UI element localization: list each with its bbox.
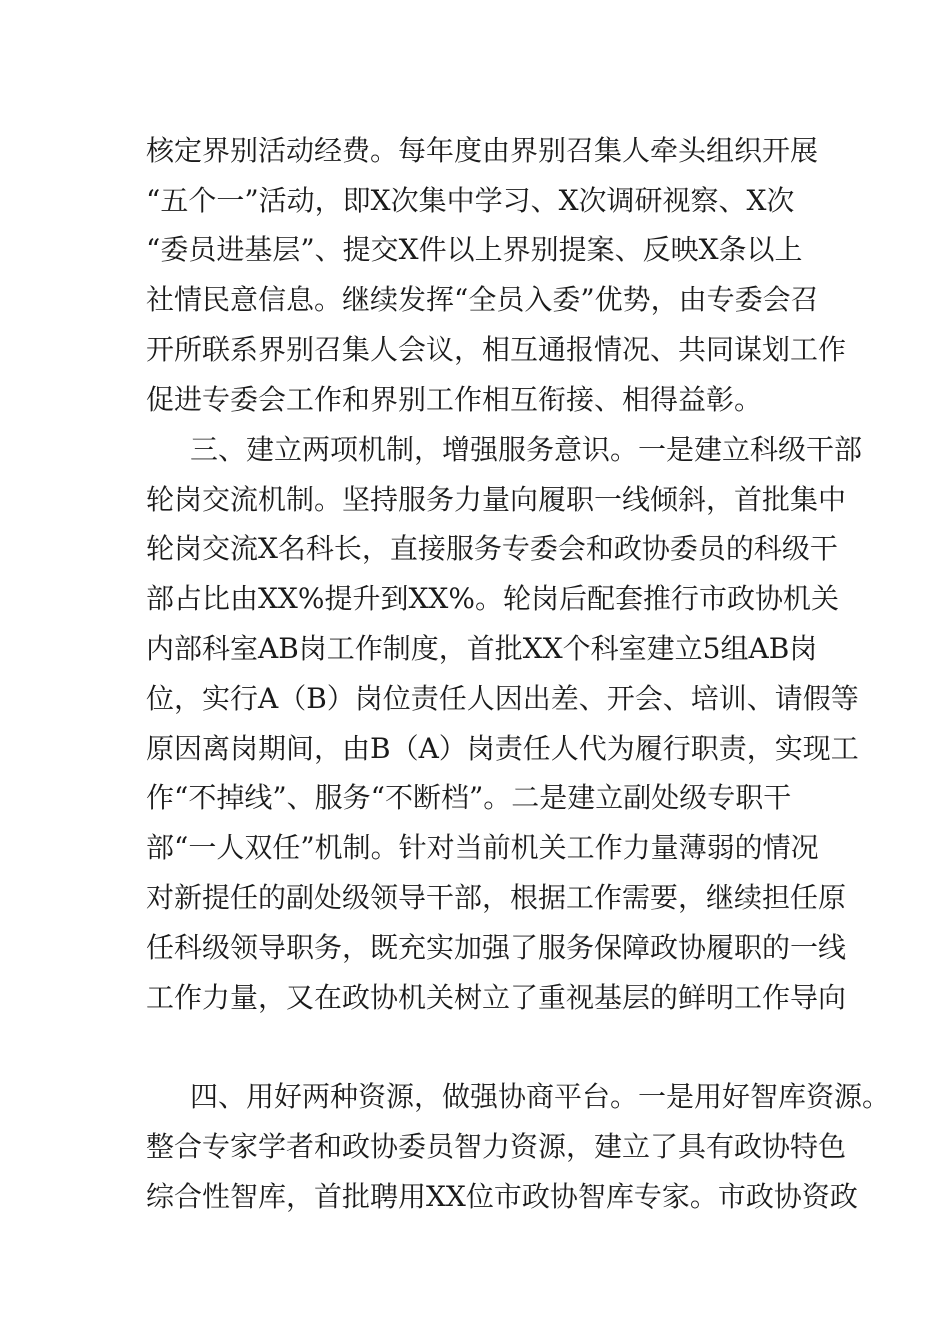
text-line: 轮岗交流机制。坚持服务力量向履职一线倾斜，首批集中 [146, 483, 847, 516]
text-line: 工作力量，又在政协机关树立了重视基层的鲜明工作导向 [146, 981, 847, 1014]
text-line: “委员进基层”、提交X件以上界别提案、反映X条以上 [146, 233, 803, 266]
text-line: 作“不掉线”、服务“不断档”。二是建立副处级专职干 [146, 781, 792, 814]
text-line: 内部科室AB岗工作制度，首批XX个科室建立5组AB岗 [146, 632, 818, 665]
text-line: 任科级领导职务，既充实加强了服务保障政协履职的一线 [146, 931, 847, 964]
text-line: 位，实行A（B）岗位责任人因出差、开会、培训、请假等 [146, 682, 859, 715]
text-line: 轮岗交流X名科长，直接服务专委会和政协委员的科级干 [146, 532, 838, 565]
text-line: 对新提任的副处级领导干部，根据工作需要，继续担任原 [146, 881, 847, 914]
text-line: 部“一人双任”机制。针对当前机关工作力量薄弱的情况 [146, 831, 819, 864]
paragraph-first-line: 三、建立两项机制，增强服务意识。一是建立科级干部 [190, 433, 863, 466]
text-line: 综合性智库，首批聘用XX位市政协智库专家。市政协资政 [146, 1180, 858, 1213]
text-line: 开所联系界别召集人会议，相互通报情况、共同谋划工作 [146, 333, 847, 366]
text-line: 社情民意信息。继续发挥“全员入委”优势，由专委会召 [146, 283, 819, 316]
paragraph-first-line: 四、用好两种资源，做强协商平台。一是用好智库资源。 [190, 1080, 891, 1113]
text-line: 促进专委会工作和界别工作相互衔接、相得益彰。 [146, 383, 763, 416]
text-line: 核定界别活动经费。每年度由界别召集人牵头组织开展 [146, 134, 819, 167]
text-line: “五个一”活动，即X次集中学习、X次调研视察、X次 [146, 184, 795, 217]
text-line: 整合专家学者和政协委员智力资源，建立了具有政协特色 [146, 1130, 847, 1163]
text-line: 原因离岗期间，由B（A）岗责任人代为履行职责，实现工 [146, 732, 859, 765]
text-line: 部占比由XX%提升到XX%。轮岗后配套推行市政协机关 [146, 582, 839, 615]
